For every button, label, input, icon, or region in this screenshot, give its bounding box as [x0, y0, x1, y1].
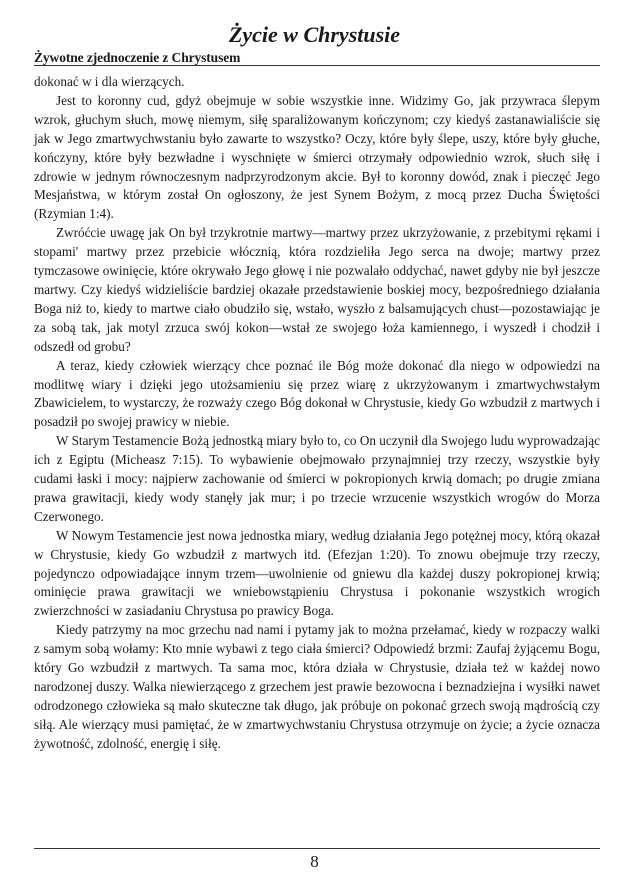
paragraph: Kiedy patrzymy na moc grzechu nad nami i pytamy jak to można przełamać, kiedy w rozpaczy walki z samym sobą wołamy: Kto mnie wybawi z tego ciała śmierci? Odpowiedź brzmi: Zaufaj żyjącemu Bogu, który Go wzbudził z martwych. Ta sama moc, która działa w Chrystusie, działa też w każdej nowo narodzonej duszy. Walka niewierzącego z grzechem jest prawie bezowocna i beznadziejna i wysiłki nawet odrodzonego człowieka są mało skuteczne tak długo, jak próbuje on pokonać grzech swoją mądrością czy siłą. Ale wierzący musi pamiętać, że w zmartwychwstaniu Chrystusa otrzymuje on życie; a życie oznacza żywotność, zdolność, energię i siłę. [34, 622, 600, 751]
body-text [34, 73, 600, 754]
header-rule [34, 65, 600, 66]
paragraph: Zwróćcie uwagę jak On był trzykrotnie martwy—martwy przez ukrzyżowanie, z przebitymi rękami i stopami' martwy przez przebicie włócznią, która rozdzieliła Jego serca na dwoje; martwy przez tymczasowe owinięcie, które okrywało Jego głowę i nie pozwalało oddychać, nawet gdyby nie był jeszcze martwy. Czy kiedyś widzieliście bardziej okazałe przedstawienie boskiej mocy, bezpośredniego działania Boga niż to, kiedy to martwe ciało obudziło się, wstało, wyszło z balsamujących chust—pozostawiając je za sobą tak, jak motyl zrzuca swój kokon—wstał ze swojego łoża kamiennego, i wyszedł i chodził i odszedł od grobu? [34, 225, 600, 354]
chapter-title: Żywotne zjednoczenie z Chrystusem [34, 50, 241, 65]
paragraph: A teraz, kiedy człowiek wierzący chce poznać ile Bóg może dokonać dla niego w odpowiedzi na modlitwę wiary i dzięki jego utożsamieniu się przez wiarę z ukrzyżowanym i zmartwychwstałym Zbawicielem, to wystarczy, że rozważy czego Bóg dokonał w Chrystusie, kiedy Go wzbudził z martwych i posadził po swojej prawicy w niebie. [34, 357, 600, 430]
paragraph: W Nowym Testamencie jest nowa jednostka miary, według działania Jego potężnej mocy, którą okazał w Chrystusie, kiedy Go wzbudził z martwych itd. (Efezjan 1:20). To znowu obejmuje trzy rzeczy, pojedynczo odpowiadające innym trzem—uwolnienie od gniewu dla każdej duszy pokropionej krwią; ominięcie prawa grawitacji we wniebowstąpieniu Chrystusa i pokonanie wszystkich wrogich zwierzchności w zasiadaniu Chrystusa po prawicy Boga. [34, 527, 600, 619]
book-title: Życie w Chrystusie [228, 22, 401, 47]
paragraph: Jest to koronny cud, gdyż obejmuje w sobie wszystkie inne. Widzimy Go, jak przywraca ślepym wzrok, głuchym słuch, mowę niemym, siłę sparaliżowanym kończynom; czy kiedyś zastanawialiście się jak w Jego zmartwychwstaniu było zawarte to wszystko? Oczy, które były ślepe, uszy, które były głuche, kończyny, które były bezwładne i wyschnięte w śmierci otrzymały odpowiednio wzrok, słuch siłę i zdrowie w jednym równoczesnym nadprzyrodzonym akcie. Był to koronny dowód, znak i pieczęć Jego Mesjaństwa, w którym został On ogłoszony, że jest Synem Bożym, z mocą przez Ducha Świętości (Rzymian 1:4). [34, 92, 600, 222]
footer-rule [34, 848, 600, 849]
page-number: 8 [310, 852, 319, 871]
paragraph: W Starym Testamencie Bożą jednostką miary było to, co On uczynił dla Swojego ludu wyprowadzając ich z Egiptu (Micheasz 7:15). To wybawienie obejmowało przynajmniej trzy rzeczy, wszystkie były cudami łaski i mocy: najpierw zachowanie od śmierci w pokropionych krwią domach; po drugie zmiana prawa grawitacji, kiedy wody stanęły jak mur; i po trzecie wrzucenie wszystkich wrogów do Morza Czerwonego. [34, 433, 600, 524]
paragraph-continuation: dokonać w i dla wierzących. [34, 74, 185, 89]
